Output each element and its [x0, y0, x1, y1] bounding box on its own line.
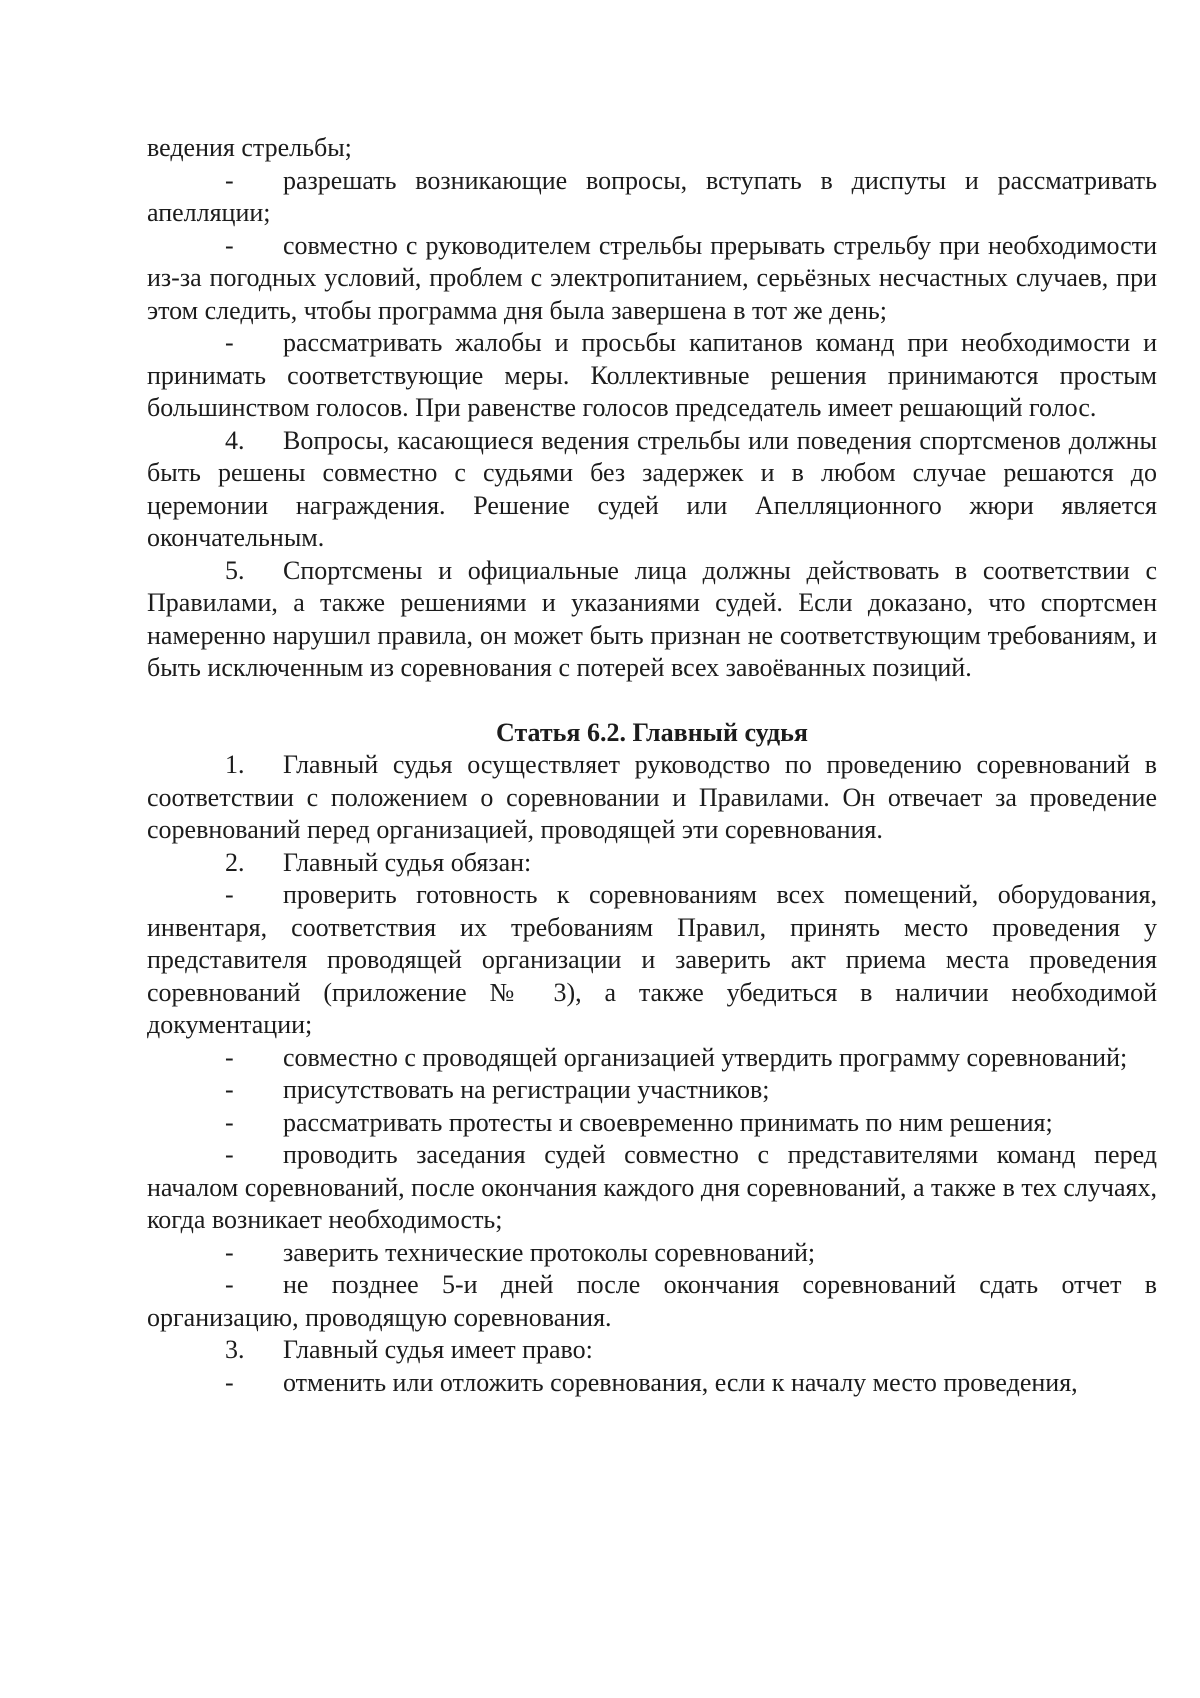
list-item — [147, 879, 1157, 1042]
list-item — [147, 1367, 1157, 1400]
paragraph-text: Главный судья осуществляет руководство по проведению соревнований в соответствии с положением о соревновании и Правилами. Он отвечает за проведение соревнований перед организацией, проводящей эти соревнования. — [147, 750, 1157, 844]
list-item — [147, 327, 1157, 425]
list-marker: - — [225, 230, 234, 260]
list-marker: - — [225, 328, 234, 357]
list-item — [147, 230, 1157, 328]
paragraph-text: отменить или отложить соревнования, если к началу место проведения, — [283, 1367, 1078, 1397]
paragraph-text: не позднее 5-и дней после окончания соревнований сдать отчет в организацию, проводящую соревнования. — [147, 1270, 1157, 1332]
numbered-paragraph — [147, 555, 1157, 685]
paragraph-text: совместно с руководителем стрельбы прерывать стрельбу при необходимости из-за погодных условий, проблем с электропитанием, серьёзных несчастных случаев, при этом следить, чтобы программа дня была завершена в тот же день; — [147, 230, 1157, 325]
numbered-paragraph — [147, 1334, 1157, 1367]
paragraph-number: 1. — [225, 750, 245, 779]
paragraph-text: ведения стрельбы; — [147, 133, 352, 162]
paragraph-number: 2. — [225, 847, 245, 877]
paragraph — [147, 132, 1157, 165]
list-marker: - — [225, 880, 234, 909]
paragraph-number: 5. — [225, 555, 245, 585]
list-item — [147, 1074, 1157, 1107]
list-item — [147, 165, 1157, 230]
list-marker: - — [225, 1140, 234, 1169]
paragraph-text: Спортсмены и официальные лица должны действовать в соответствии с Правилами, а также решениями и указаниями судей. Если доказано, что спортсмен намеренно нарушил правила, он может быть признан не соответствующим требованиям, и быть исключенным из соревнования с потерей всех завоёванных позиций. — [147, 555, 1157, 682]
list-item — [147, 1107, 1157, 1140]
list-item — [147, 1269, 1157, 1334]
paragraph-text: рассматривать жалобы и просьбы капитанов команд при необходимости и принимать соответствующие меры. Коллективные решения принимаются простым большинством голосов. При равенстве голосов председатель имеет решающий голос. — [147, 328, 1157, 422]
list-item — [147, 1139, 1157, 1237]
list-item — [147, 1042, 1157, 1075]
paragraph-text: совместно с проводящей организацией утвердить программу соревнований; — [283, 1042, 1128, 1072]
paragraph-number: 3. — [225, 1335, 245, 1364]
paragraph-text: Главный судья обязан: — [283, 847, 532, 877]
numbered-paragraph — [147, 425, 1157, 555]
list-marker: - — [225, 1367, 234, 1397]
document-page — [147, 132, 1157, 1399]
list-marker: - — [225, 1042, 234, 1072]
list-item — [147, 1237, 1157, 1270]
list-marker: - — [225, 1075, 234, 1104]
list-marker: - — [225, 1107, 234, 1137]
list-marker: - — [225, 1270, 234, 1299]
paragraph-text: Вопросы, касающиеся ведения стрельбы или поведения спортсменов должны быть решены совместно с судьями без задержек и в любом случае решаются до церемонии награждения. Решение судей или Апелляционного жюри является окончательным. — [147, 425, 1157, 552]
paragraph-text: присутствовать на регистрации участников; — [283, 1075, 770, 1104]
numbered-paragraph — [147, 847, 1157, 880]
paragraph-text: проверить готовность к соревнованиям всех помещений, оборудования, инвентаря, соответствия их требованиям Правил, принять место проведения у представителя проводящей организации и заверить акт приема места проведения соревнований (приложение № 3), а также убедиться в наличии необходимой документации; — [147, 880, 1157, 1039]
paragraph-text: разрешать возникающие вопросы, вступать в диспуты и рассматривать апелляции; — [147, 165, 1157, 227]
list-marker: - — [225, 165, 234, 195]
list-marker: - — [225, 1237, 234, 1267]
numbered-paragraph — [147, 749, 1157, 847]
paragraph-text: заверить технические протоколы соревнований; — [283, 1237, 816, 1267]
section-heading: Статья 6.2. Главный судья — [496, 717, 808, 747]
paragraph-text: рассматривать протесты и своевременно принимать по ним решения; — [283, 1107, 1053, 1137]
paragraph-number: 4. — [225, 425, 245, 455]
paragraph-text: проводить заседания судей совместно с представителями команд перед началом соревнований, после окончания каждого дня соревнований, а также в тех случаях, когда возникает необходимость; — [147, 1140, 1157, 1234]
paragraph-text: Главный судья имеет право: — [283, 1335, 593, 1364]
